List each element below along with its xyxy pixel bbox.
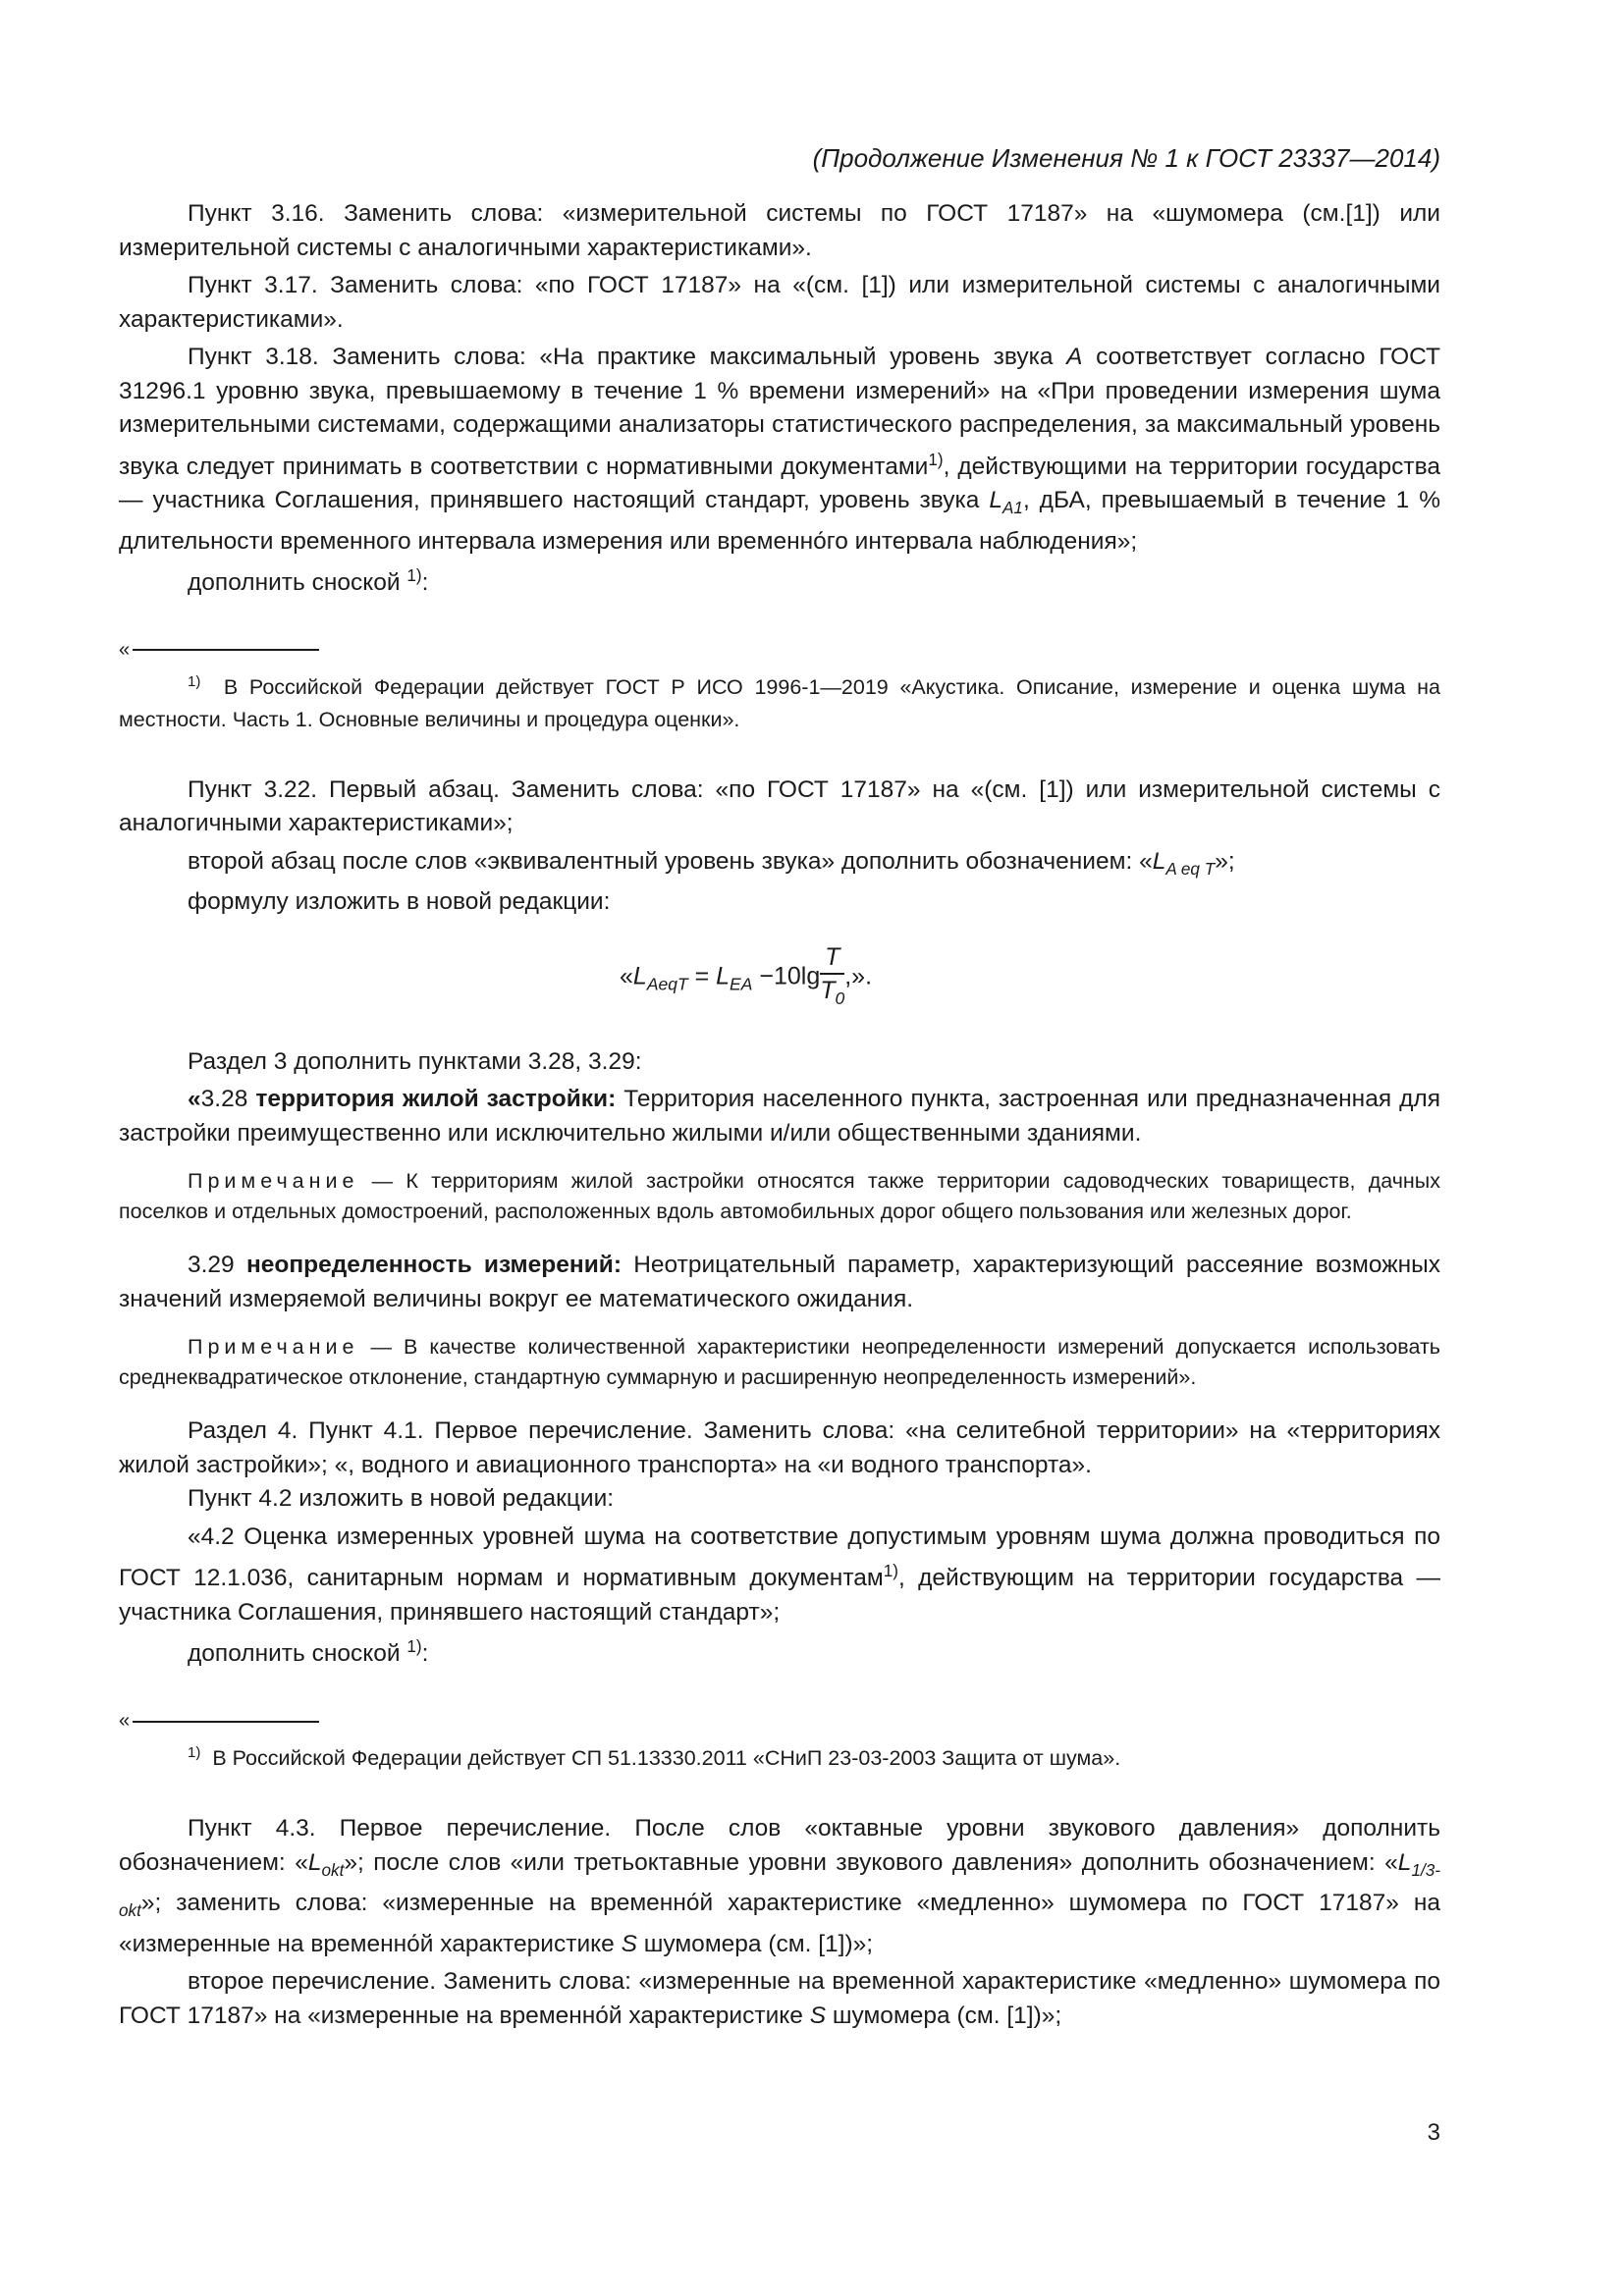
footnote-text-2: $^{1)}$ В Российской Федерации действует СП 51.13330.2011 «СНиП 23-03-2003 Защита от шума». bbox=[188, 1744, 1121, 1771]
paragraph-4-3-second: второе перечисление. Заменить слова: «измеренные на временной характеристике «медленно» шумомера по ГОСТ 17187» на «измеренные на временно́й характеристике S шумомера (см. [1])»; bbox=[119, 1968, 1440, 2029]
definition-3-28: «3.28 территория жилой застройки: Территория населенного пункта, застроенная или предназначенная для застройки преимущественно или исключительно жилыми и/или общественными зданиями. bbox=[119, 1086, 1440, 1147]
formula-leq: «$L_{AeqT} = L_{EA} -10\lg$ $\frac{T}{T_0}$ ,». bbox=[119, 939, 1440, 1028]
section-3-addition: Раздел 3 дополнить пунктами 3.28, 3.29: bbox=[188, 1047, 642, 1075]
formula-intro: формулу изложить в новой редакции: bbox=[188, 888, 611, 916]
formula-fraction: $\frac{T}{T_0}$ bbox=[820, 942, 845, 1008]
paragraph-3-16: Пункт 3.16. Заменить слова: «измерительной системы по ГОСТ 17187» на «шумомера (см.[1]) или измерительной системы с аналогичными характеристиками». bbox=[119, 200, 1440, 261]
note-3-28: Примечание — К территориям жилой застройки относятся также территории садоводческих товариществ, дачных поселков и отдельных домостроений, расположенных вдоль автомобильных дорог общего пользования или железных дорог. bbox=[119, 1169, 1440, 1224]
add-footnote-instruction-2: дополнить сноской $^{1)}$: bbox=[188, 1636, 429, 1668]
add-footnote-instruction-1: дополнить сноской $^{1)}$: bbox=[188, 565, 429, 597]
paragraph-4-3: Пункт 4.3. Первое перечисление. После слов «октавные уровни звукового давления» дополнить обозначением: «$L_{okt}$»; после слов «или третьоктавные уровни звукового давления» дополнить обозначением: «$L_{1/3-okt}$»; заменить слова: «измеренные на временно́й характеристике «медленно» шумомера по ГОСТ 17187» на «измеренные на временно́й характеристике S шумомера (см. [1])»; bbox=[119, 1815, 1440, 1957]
note-3-29: Примечание — В качестве количественной характеристики неопределенности измерений допускается использовать среднеквадратическое отклонение, стандартную суммарную и расширенную неопределенность измерений». bbox=[119, 1335, 1440, 1390]
footnote-block-2 bbox=[119, 1711, 1440, 1775]
footnote-rule bbox=[133, 649, 319, 651]
footnote-block-1 bbox=[119, 640, 1440, 736]
running-header: (Продолжение Изменения № 1 к ГОСТ 23337—2014) bbox=[812, 143, 1440, 173]
paragraph-3-18: Пункт 3.18. Заменить слова: «На практике максимальный уровень звука A соответствует согласно ГОСТ 31296.1 уровню звука, превышаемому в течение 1 % времени измерений» на «При проведении измерения шума измерительными системами, содержащими анализаторы статистического распределения, за максимальный уровень звука следует принимать в соответствии с нормативными документами$^{1)}$, действующими на территории государства — участника Соглашения, принявшего настоящий стандарт, уровень звука $L_{A1}$, дБА, превышаемый в течение 1 % длительности временного интервала измерения или временно́го интервала наблюдения»; bbox=[119, 344, 1441, 555]
paragraph-4-2-intro: Пункт 4.2 изложить в новой редакции: bbox=[188, 1485, 615, 1513]
paragraph-3-22: Пункт 3.22. Первый абзац. Заменить слова: «по ГОСТ 17187» на «(см. [1]) или измерительной системы с аналогичными характеристиками»; bbox=[119, 775, 1440, 837]
paragraph-4-2: «4.2 Оценка измеренных уровней шума на соответствие допустимым уровням шума должна проводиться по ГОСТ 12.1.036, санитарным нормам и нормативным документам$^{1)}$, действующим на территории государства — участника Соглашения, принявшего настоящий стандарт»; bbox=[119, 1522, 1440, 1626]
page-number: 3 bbox=[1427, 2119, 1440, 2146]
paragraph-4-1: Раздел 4. Пункт 4.1. Первое перечисление. Заменить слова: «на селитебной территории» на «территориях жилой застройки»; «, водного и авиационного транспорта» на «и водного транспорта». bbox=[119, 1417, 1440, 1478]
footnote-open-quote: « bbox=[119, 638, 131, 661]
footnote-rule bbox=[133, 1721, 319, 1723]
paragraph-3-17: Пункт 3.17. Заменить слова: «по ГОСТ 17187» на «(см. [1]) или измерительной системы с аналогичными характеристиками». bbox=[119, 272, 1440, 333]
definition-3-29: 3.29 неопределенность измерений: Неотрицательный параметр, характеризующий рассеяние возможных значений измеряемой величины вокруг ее математического ожидания. bbox=[119, 1252, 1440, 1312]
footnote-text-1: $^{1)}$ В Российской Федерации действует ГОСТ Р ИСО 1996-1—2019 «Акустика. Описание, измерение и оценка шума на местности. Часть 1. Основные величины и процедура оценки». bbox=[119, 672, 1440, 731]
paragraph-3-22-second: второй абзац после слов «эквивалентный уровень звука» дополнить обозначением: «$L_{A eq T}$»; bbox=[188, 847, 1235, 879]
footnote-open-quote: « bbox=[119, 1710, 131, 1733]
